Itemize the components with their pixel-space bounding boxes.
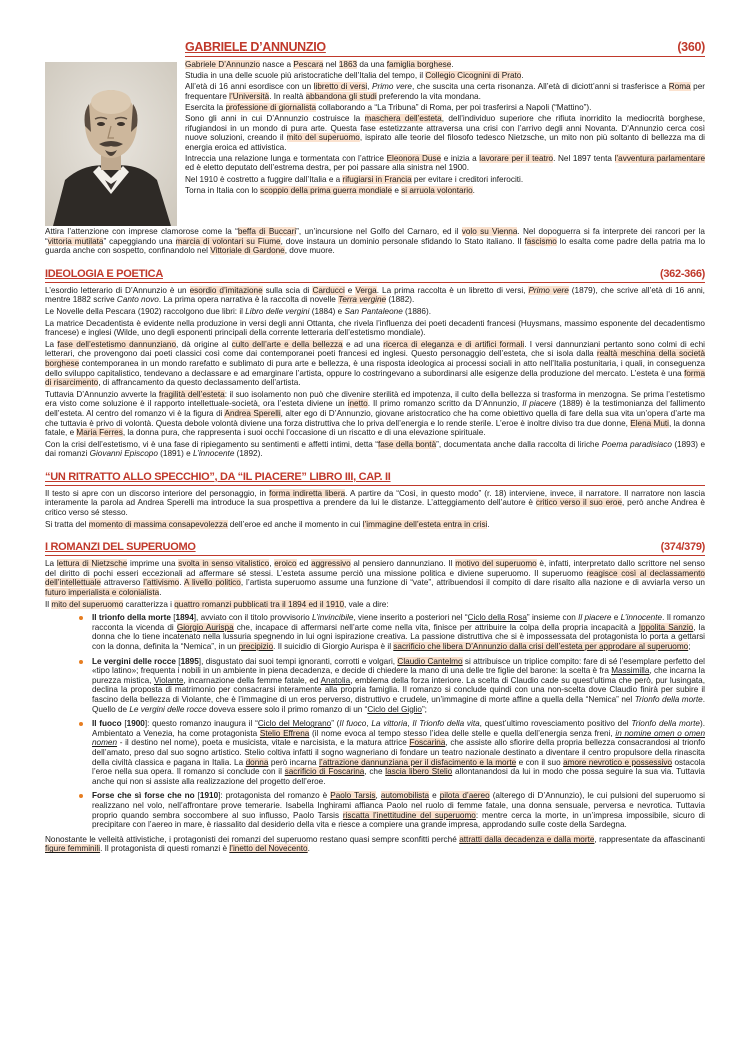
- ideologia-paragraph: La matrice Decadentista è evidente nella produzione in versi degli anni Ottanta, che rivela l’influenza dei poeti decadenti francesi (Huysmans, massimo esponente del decadentismo francese) e inglesi (Wilde, uno degli esponenti principali della corrente letteraria dell’estetismo mondiale).: [45, 318, 705, 338]
- ritratto-paragraph: Si tratta del momento di massima consapevolezza dell’eroe ed anche il momento in cui l’immagine dell’esteta entra in crisi.: [45, 519, 490, 529]
- novels-list: [45, 613, 705, 829]
- document-page: [45, 40, 705, 856]
- novel-item: Il fuoco [1900]: questo romanzo inaugura il “Ciclo del Melograno” (Il fuoco, La vittoria, Il Trionfo della vita, quest’ultimo rovesciamento positivo del Trionfo della morte). Ambientato a Venezia, ha come protagonista Stelio Effrena (il nome evoca al tempo stesso l’idea delle stelle e quella dell’energia senza freni, in nomine omen o omen nomen - il destino nel nome), poeta e musicista, vitale e narcisista, e la matura attrice Foscarina, che assiste allo sfiorire della propria bellezza consacrandosi al trionfo dell’amato, preso dal suo sogno artistico. Stelio coltiva infatti il sogno wagneriano di fondare un teatro nazionale destinato a diventare il centro propulsore della rinascita della civiltà classica e pagana in Italia. La donna però incarna l’attrazione dannunziana per il disfacimento e la morte e con il suo amore nevrotico e possessivo ostacola l’eroe nella sua opera. Il romanzo si conclude con il sacrificio di Foscarina, che lascia libero Stelio allontanandosi da lui in modo che possa seguire la sua via. Tuttavia anche qui non si assiste alla realizzazione del progetto dell’eroe.: [45, 719, 705, 786]
- bio-paragraph: Nel 1910 è costretto a fuggire dall’Italia e a rifugiarsi in Francia per evitare i creditori inferociti.: [185, 174, 524, 184]
- section-heading: IDEOLOGIA E POETICA: [45, 267, 163, 280]
- section-page-reference: (362-366): [660, 267, 705, 280]
- bio-paragraph: Intreccia una relazione lunga e tormentata con l’attrice Eleonora Duse e inizia a lavorare per il teatro. Nel 1897 tenta l’avventura parlamentare ed è eletto deputato dell’estrema destra, per poi passare alla sinistra nel 1900.: [185, 153, 705, 173]
- superuomo-paragraph: Il mito del superuomo caratterizza i quattro romanzi pubblicati tra il 1894 ed il 1910, vale a dire:: [45, 599, 389, 609]
- superuomo-paragraph: La lettura di Nietzsche imprime una svolta in senso vitalistico, eroico ed aggressivo al pensiero dannunziano. Il motivo del superuomo è, infatti, interpretato dallo scrittore nel senso del diritto di pochi esseri eccezionali ad affermare sé stessi. L’esteta assume perciò una missione politica e diviene superuomo. Il superuomo reagisce così al declassamento dell’intellettuale attraverso l’attivismo. A livello politico, l’artista superuomo assume una funzione di “vate”, attribuendosi il compito di dare risalto alla nazione e di avviarla verso un futuro imperialista e colonialista.: [45, 559, 705, 598]
- bullet-icon: [79, 722, 83, 726]
- ideologia-paragraph: Le Novelle della Pescara (1902) raccolgono due libri: il Libro delle vergini (1884) e San Pantaleone (1886).: [45, 306, 431, 316]
- section-title-ritratto: [45, 471, 705, 486]
- author-intro: [185, 40, 705, 226]
- section-title-ideologia: [45, 268, 705, 283]
- closing-paragraph: Nonostante le velleità attivistiche, i protagonisti dei romanzi del superuomo restano quasi sempre sconfitti perché attratti dalla decadenza e dalla morte, rappresentate da affascinanti figure femminili. Il protagonista di questi romanzi è l’inetto del Novecento.: [45, 834, 705, 854]
- bio-paragraph-full: Attira l’attenzione con imprese clamorose come la “beffa di Buccari”, un’incursione nel Golfo del Carnaro, ed il volo su Vienna. Nel dopoguerra si fa interprete dei rancori per la “vittoria mutilata” capeggiando una marcia di volontari su Fiume, dove instaura un dominio personale sfidando lo Stato italiano. Il fascismo lo esalta come padre della patria ma lo guarda anche con sospetto, confinandolo nel Vittoriale di Gardone, dove muore.: [45, 227, 706, 256]
- novel-item: Il trionfo della morte [1894], avviato con il titolo provvisorio L’invincibile, viene inserito a posteriori nel “Ciclo della Rosa” insieme con Il piacere e L’innocente. Il romanzo racconta la vicenda di Giorgio Aurispa che, incapace di affermarsi nell’arte come nella vita, finisce per attribuire la colpa della propria incapacità a Ippolita Sanzio, la donna che lo tiene incatenato nella lussuria spegnendo in lui ogni ispirazione creativa. La passione distruttiva che si è impossessata del protagonista lo porta a gettarsi con la donna, definita la “Nemica”, in un precipizio. Il suicidio di Giorgio Aurispa è il sacrificio che libera D’Annunzio dalla crisi dell’esteta per approdare al superuomo;: [45, 613, 705, 651]
- novel-item: Le vergini delle rocce [1895], disgustato dai suoi tempi ignoranti, corrotti e volgari, Claudio Cantelmo si attribuisce un triplice compito: fare di sé l’esemplare perfetto del «tipo latino»; frequenta i nobili in un ambiente in piena decadenza, e decide di chiedere la mano di una delle tre figlie del barone: la scelta è fra Massimilla, che incarna la purezza mistica, Violante, incarnazione della femme fatale, ed Anatolia, emblema della forza interiore. La scelta di Claudio cade su quest’ultima che però, pur lusingata, declina la proposta di matrimonio per consacrarsi interamente alla propria famiglia. Il romanzo si conclude quindi con una non-scelta dove Claudio finirà per subire il fascino della bellezza di Violante, che è l’immagine di un eros perverso, distruttivo e crudele, un’immagine di morte affine a quella della “Nemica” nel Trionfo della morte. Quello de Le vergini delle rocce doveva essere solo il primo romanzo di un “Ciclo del Giglio”;: [45, 657, 705, 715]
- author-title-row: [185, 40, 705, 57]
- bio-paragraph: Sono gli anni in cui D’Annunzio costruisce la maschera dell’esteta, dell’individuo superiore che rifiuta inorridito la mediocrità borghese, rifugiandosi in un mondo di pura arte. Questa fase estetizzante attraversa una crisi con l’arrivo degli anni Novanta. D’Annunzio cerca così nuove soluzioni, creando il mito del superuomo, ispirato alle teorie del filosofo tedesco Nietzsche, un mito non più soltanto di bellezza ma di energia eroica ed attivistica.: [185, 113, 705, 152]
- ideologia-paragraph: La fase dell’estetismo dannunziano, dà origine al culto dell’arte e della bellezza e ad una ricerca di eleganza e di artifici formali. I versi dannunziani pertanto sono colmi di echi letterari, che provengono dai poeti classici così come dai contemporanei poeti francesi ed inglesi. Questo personaggio dell’esteta, che si isola dalla realtà meschina della società borghese contemporanea in un mondo rarefatto e sublimato di pura arte e bellezza, è una risposta ideologica ai processi sociali in atto nell’Italia postunitaria, i quali, in conseguenza dello sviluppo capitalistico, tendevano a declassare e ad emarginare l’artista, oppure lo costringevano a subordinarsi alle esigenze della produzione del mercato. L’esteta è una forma di risarcimento, di affrancamento da questo declassamento dell’artista.: [45, 339, 705, 388]
- bio-paragraph: Esercita la professione di giornalista collaborando a “La Tribuna” di Roma, per poi trasferirsi a Napoli (“Mattino”).: [185, 102, 592, 112]
- page-title: GABRIELE D’ANNUNZIO: [185, 40, 326, 54]
- bullet-icon: [79, 794, 83, 798]
- bio-paragraph: Torna in Italia con lo scoppio della prima guerra mondiale e si arruola volontario.: [185, 185, 475, 195]
- bullet-icon: [79, 616, 83, 620]
- author-header: [45, 40, 705, 226]
- section-title-superuomo: [45, 541, 705, 556]
- page-reference: (360): [677, 40, 705, 54]
- author-portrait: [45, 62, 177, 226]
- bio-paragraph: All’età di 16 anni esordisce con un libretto di versi, Primo vere, che suscita una certa risonanza. All’età di diciott’anni si trasferisce a Roma per frequentare l’Università. In realtà abbandona gli studi preferendo la vita mondana.: [185, 82, 706, 101]
- bio-paragraph: Studia in una delle scuole più aristocratiche dell’Italia del tempo, il Collegio Cicognini di Prato.: [185, 71, 524, 81]
- novel-item: Forse che sì forse che no [1910]: protagonista del romanzo è Paolo Tarsis, automobilista e pilota d’aereo (alterego di D’Annunzio), le cui pulsioni del superuomo si realizzano nel volo, nell’affrontare prove temerarie. Isabella Inghirami affianca Paolo nel ruolo di femme fatale, una donna sensuale, perversa e nevrotica. Tuttavia proprio quando sembra soccombere al suo influsso, Paolo Tarsis riscatta l’inettitudine del superuomo: mentre cerca la morte, in un’impresa impossibile, sicuro di precipitare con l’aereo in mare, è riassalito dal desiderio della vita e riesce a compiere una grande impresa, approdando sulle coste della Sardegna.: [45, 791, 705, 829]
- section-heading: I ROMANZI DEL SUPERUOMO: [45, 541, 196, 554]
- bio-paragraph: Gabriele D’Annunzio nasce a Pescara nel 1863 da una famiglia borghese.: [185, 60, 454, 69]
- ideologia-paragraph: Con la crisi dell’estetismo, vi è una fase di ripiegamento su sentimenti e affetti intimi, detta “fase della bontà”, documentata anche dalla raccolta di liriche Poema paradisiaco (1893) e dai romanzi Giovanni Episcopo (1891) e L’innocente (1892).: [45, 439, 706, 459]
- ideologia-paragraph: L’esordio letterario di D’Annunzio è un esordio d’imitazione sulla scia di Carducci e Verga. La prima raccolta è un libretto di versi, Primo vere (1879), che scrive all’età di 16 anni, mentre 1882 scrive Canto novo. La prima opera narrativa è la raccolta di novelle Terra vergine (1882).: [45, 285, 705, 305]
- section-heading: “UN RITRATTO ALLO SPECCHIO”, DA “IL PIACERE” LIBRO III, CAP. II: [45, 470, 391, 483]
- ideologia-paragraph: Tuttavia D’Annunzio avverte la fragilità dell’esteta: il suo isolamento non può che divenire sterilità ed impotenza, il culto della bellezza si trasforma in menzogna. Se prima l’estetismo era visto come soluzione è il rapporto intellettuale-società, ora l’esteta diviene un inetto. Il primo romanzo scritto da D’Annunzio, Il piacere (1889) è la testimonianza del fallimento dell’esteta. Al centro del romanzo vi è la figura di Andrea Sperelli, alter ego di D’Annunzio, giovane aristocratico che ha come obiettivo quella di fare della sua vita un’opera d’arte ma che tuttavia è privo di volontà. Questa debole volontà diviene una forza distruttiva che lo priva dell’energia e lo rende sterile. L’eroe è inoltre diviso tra due donne, Elena Muti, la donna fatale, e Maria Ferres, la donna pura, che rappresenta i suoi occhi l’occasione di un riscatto e di una elevazione spirituale.: [45, 389, 705, 438]
- section-page-reference: (374/379): [660, 541, 705, 554]
- ritratto-paragraph: Il testo si apre con un discorso interiore del personaggio, in forma indiretta libera. A partire da “Così, in questo modo” (r. 18) interviene, invece, il narratore. Il narratore non lascia interamente la parola ad Andrea Sperelli ma introduce la sua prospettiva a prendere da lui le distanze. L’atteggiamento dell’autore è critico verso il suo eroe, però anche Andrea è critico verso sé stesso.: [45, 488, 705, 518]
- bullet-icon: [79, 660, 83, 664]
